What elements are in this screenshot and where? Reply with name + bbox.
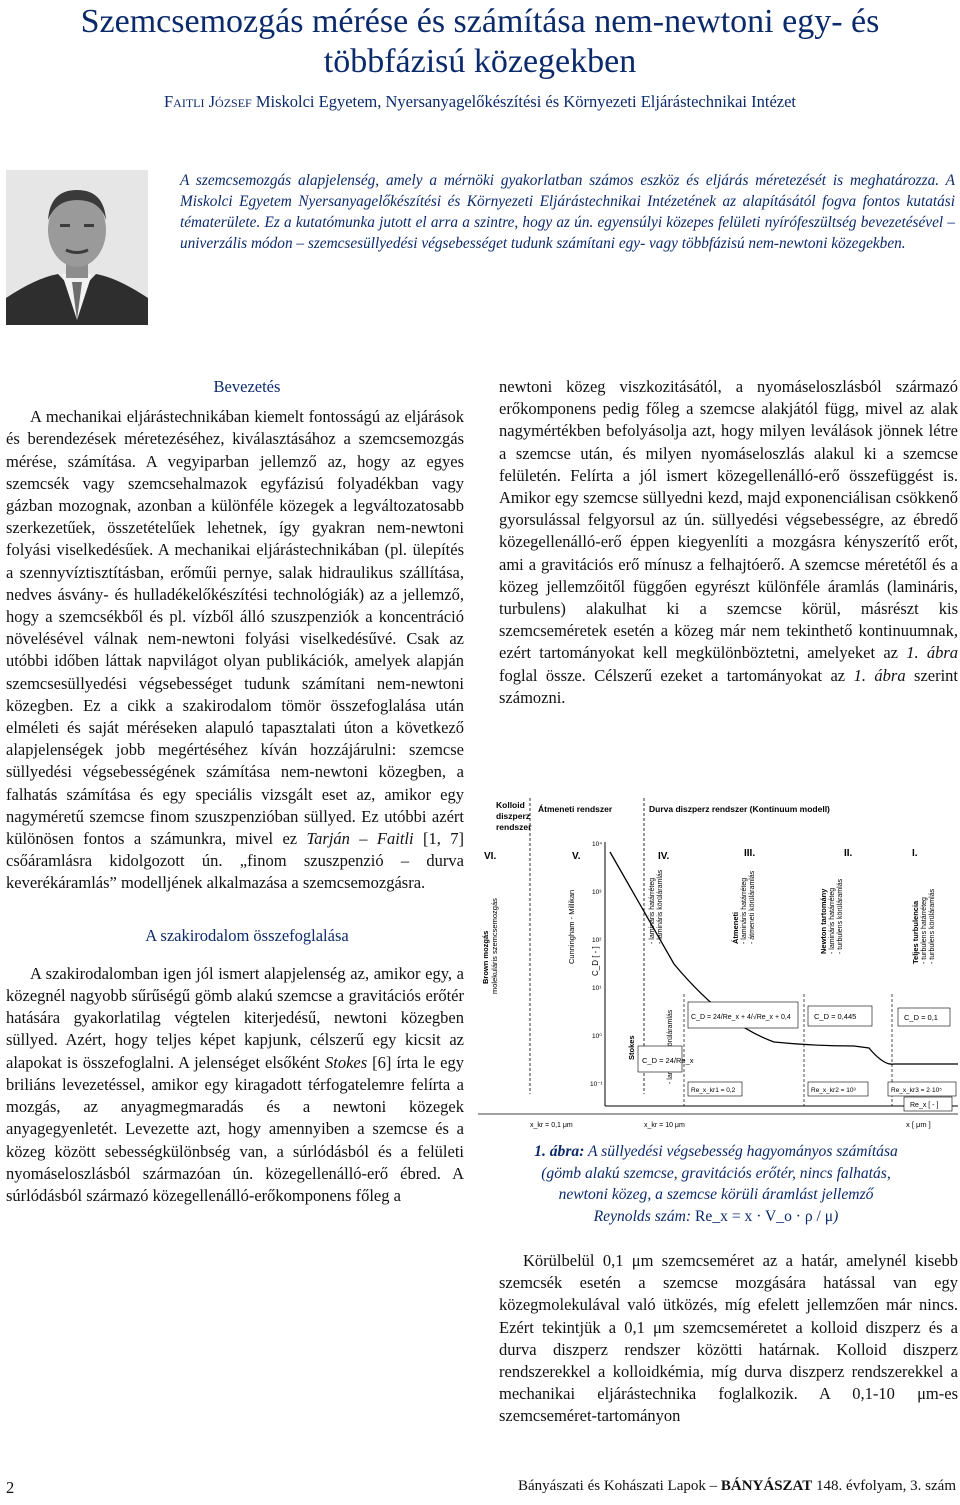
figure-ref-1: 1. ábra bbox=[906, 643, 958, 663]
hdr-kolloid-2: diszperz bbox=[496, 811, 531, 821]
label-turb-4: - turbulens körüláramlás bbox=[929, 888, 936, 964]
formula-transition: C_D = 24/Re_x + 4/√Re_x + 0,4 bbox=[691, 1014, 791, 1021]
right-bottom-paragraph: Körülbelül 0,1 μm szemcseméret az a határ, amelynél kisebb szemcsék esetén a szemcse mozgására hatással van egy közegmolekulával való ütközés, míg efelett jellemzően már nincs. Ezért tekintjük a 0,1 μm szemcseméretet a kolloid diszperz és a durva diszperz rendszer közötti határnak. Kolloid diszperz rendszerekkel a kolloidkémia, míg durva diszperz rendszerekkel a mechanikai eljárástechnika foglalkozik. A 0,1-10 μm-es szemcseméret-tartományon bbox=[499, 1251, 958, 1426]
caption-line-3: newtoni közeg, a szemcse körüli áramlást jellemző bbox=[558, 1186, 874, 1203]
y-tick-1: 10⁴ bbox=[592, 841, 603, 848]
y-tick-6: 10⁻¹ bbox=[590, 1081, 603, 1088]
label-lam-4: - lamináris határréteg bbox=[829, 887, 836, 954]
page-title bbox=[20, 2, 940, 82]
intro-paragraph bbox=[6, 406, 464, 894]
y-tick-5: 10⁰ bbox=[592, 1033, 602, 1040]
intro-text-b: [1, 7] csőáramlásra kidolgozott ún. „finom szuszpenzió – durva keverékáramlás” modelljének alkalmazása a szemcsemozgásra. bbox=[6, 829, 464, 893]
caption-title: A süllyedési végsebesség hagyományos számítása bbox=[584, 1143, 898, 1160]
journal-issue: 148. évfolyam, 3. szám bbox=[812, 1478, 956, 1494]
hdr-durva: Durva diszperz rendszer (Kontinuum modell) bbox=[649, 804, 830, 814]
figure-caption bbox=[486, 1141, 946, 1227]
x-label-re: Re_x [ - ] bbox=[910, 1102, 939, 1109]
label-turb-2: - turbulens körüláramlás bbox=[837, 878, 844, 954]
region-v: V. bbox=[572, 851, 581, 862]
right-column-bottom bbox=[499, 1250, 958, 1428]
page-number: 2 bbox=[6, 1478, 15, 1497]
journal-footer bbox=[518, 1478, 956, 1495]
label-newton: Newton tartomány bbox=[819, 888, 828, 954]
label-teljes: Teljes turbulencia bbox=[911, 900, 920, 964]
figure-ref-2: 1. ábra bbox=[853, 665, 906, 685]
label-turb-1: - átmeneti körüláramlás bbox=[749, 870, 756, 944]
label-lam-3: - lamináris határréteg bbox=[741, 877, 748, 944]
right-paragraph bbox=[499, 376, 958, 709]
label-brown-2: molekuláris szemcsemozgás bbox=[490, 898, 499, 994]
x-marker-1: x_kr = 0,1 μm bbox=[530, 1122, 573, 1129]
label-turb-3: - turbulens határréteg bbox=[921, 897, 928, 964]
author-name: Faitli József bbox=[163, 92, 252, 111]
label-lam-1: - lamináris határréteg bbox=[649, 877, 656, 944]
label-atmeneti: Átmeneti bbox=[731, 911, 740, 944]
caption-line-2: (gömb alakú szemcse, gravitációs erőtér, nincs falhatás, bbox=[541, 1164, 891, 1182]
literature-citation: Stokes bbox=[324, 1052, 368, 1072]
caption-line-4 bbox=[486, 1206, 946, 1228]
caption-label: 1. ábra: bbox=[534, 1143, 585, 1160]
formula-slip: C_D = 24/Re_x bbox=[642, 1056, 694, 1065]
region-ii: II. bbox=[844, 848, 853, 859]
formula-turb: C_D = 0,1 bbox=[904, 1013, 938, 1022]
re-marker-2: Re_x_kr2 = 10³ bbox=[811, 1087, 856, 1094]
intro-text-a: A mechanikai eljárástechnikában kiemelt fontosságú az eljárások és berendezések méretezéséhez, kiválasztásához a szemcsemozgás mérése, számítása. A vegyiparban jellemző az, hogy az egyes szemcsék vagy szemcsehalmazok egyfázisú folyadékban vagy gázban mozognak, azonban a különféle közegek a legváltozatosabb szerkezetűek, összetételűek lehetnek, így gyakran nem-newtoni folyási viselkedésűek. A mechanikai eljárástechnikában (pl. ülepítés a szennyvíztisztításban, erőműi pernye, salak hidraulikus szállítása, nedves ásvány- és hulladékelőkészítési technológiák) az a jellemző, hogy a szemcsékből és pl. vízből álló szuszpenziók a koncentráció növelésével válnak nem-newtoni folyási viselkedésűvé. Csak az utóbbi időben láttak napvilágot olyan publikációk, amelyek alapján szemcsesüllyedési végsebességet tudunk számítani nem-newtoni közegben. Ez a cikk a szakirodalom tömör összefoglalása után elméleti és saját méréseken alapuló tapasztalati úton a következő alapjelenségek jobb megértéséhez kíván hozzájárulni: szemcse süllyedési végsebességének számítása nem-newtoni közegben, a falhatás számítása és egy speciális vizsgált eset az, amikor egy nagyméretű szemcse finom szuszpenzióban süllyed. Ez utóbbi azért különösen fontos a számunkra, mivel ez bbox=[6, 407, 464, 849]
hdr-kolloid-1: Kolloid bbox=[496, 800, 525, 810]
caption-line-1 bbox=[486, 1141, 946, 1163]
caption-formula: Re_x = x · V_o · ρ / μ bbox=[695, 1207, 834, 1225]
abstract bbox=[180, 170, 955, 254]
label-brown: Brown mozgás bbox=[481, 930, 490, 984]
literature-paragraph bbox=[6, 963, 464, 1207]
literature-text-a: A szakirodalomban igen jól ismert alapjelenség az, amikor egy, a közegnél nagyobb sűrűségű gömb alakú szemcse a gravitációs erőtér hatására gyakorlatilag végtelen kiterjedésű, newtoni közegben süllyed. Azért, hogy teljes képet kapjunk, célszerű egy kicsit az alapokat is összefoglalni. A jelenséget elsőként bbox=[6, 963, 464, 1072]
right-text-b: foglal össze. Célszerű ezeket a tartományokat az bbox=[499, 665, 854, 685]
re-marker-1: Re_x_kr1 = 0,2 bbox=[691, 1087, 736, 1094]
x-marker-2: x_kr = 10 μm bbox=[644, 1122, 685, 1129]
byline bbox=[20, 92, 940, 112]
label-stokes: Stokes bbox=[627, 1035, 636, 1060]
journal-name: Bányászati és Kohászati Lapok – bbox=[518, 1478, 721, 1494]
formula-newton: C_D = 0,445 bbox=[814, 1012, 857, 1021]
hdr-atmeneti: Átmeneti rendszer bbox=[538, 804, 613, 814]
y-tick-2: 10³ bbox=[592, 889, 602, 896]
figure-1-chart bbox=[474, 794, 959, 1134]
re-marker-3: Re_x_kr3 = 2·10⁵ bbox=[891, 1087, 942, 1094]
intro-citation: Tarján – Faitli bbox=[306, 829, 414, 849]
literature-text-b: [6] írta le egy briliáns levezetéssel, amikor egy kiragadott térfogatelemre felírta a mozgás, az anyagmegmaradás és a newtoni közegek anyagegyenletét. Levezette azt, hogy amennyiben a szemcse és a közeg között sebességkülönbség van, a súrlódásból és a felületi nyomáseloszlásból származóan ún. közegellenálló-erő ébred. A súrlódásból származó közegellenálló-erőkomponens főleg a bbox=[6, 1052, 464, 1205]
affiliation: Miskolci Egyetem, Nyersanyagelőkészítési és Környezeti Eljárástechnikai Intézet bbox=[255, 92, 797, 111]
caption-close: ) bbox=[833, 1207, 839, 1225]
right-column-top bbox=[499, 376, 958, 709]
y-tick-4: 10¹ bbox=[592, 985, 602, 992]
region-vi: VI. bbox=[484, 851, 497, 862]
left-column bbox=[6, 376, 464, 1207]
hdr-kolloid-3: rendszer bbox=[496, 822, 532, 832]
title-line-1: Szemcsemozgás mérése és számítása nem-newtoni egy- és bbox=[80, 3, 880, 40]
y-tick-3: 10² bbox=[592, 937, 602, 944]
right-text-a: newtoni közeg viszkozitásától, a nyomáseloszlásból származó erőkomponens pedig főleg a szemcse alakjától függ, mivel az alak nagymértékben befolyásolja azt, hogy milyen leválások jönnek létre a szemcse után, és milyen nyomáseloszlás alakul ki a szemcse felületén. Felírta a jól ismert közegellenálló-erő összefüggést is. Amikor egy szemcse süllyedni kezd, majd exponenciálisan csökkenő gyorsulással felgyorsul az ún. süllyedési végsebességre, az ébredő közegellenálló-erő éppen kiegyenlíti a mozgásra kényszerítő erőt, ami a gravitációs erő mínusz a felhajtóerő. A szemcse méretétől és a közeg jellemzőitől függően egyrészt különféle áramlás (lamináris, turbulens) alakulhat ki a szemcse körül, másrészt kis szemcseméretek esetén a közeg már nem tekinthető kontinuumnak, ezért tartományokat kell megkülönböztetni, amelyeket az bbox=[499, 377, 958, 663]
region-i: I. bbox=[912, 848, 918, 859]
caption-reynolds: Reynolds szám: bbox=[593, 1207, 692, 1225]
region-iv: IV. bbox=[658, 851, 670, 862]
section-heading-szakirodalom: A szakirodalom összefoglalása bbox=[145, 925, 349, 945]
section-heading-bevezetes: Bevezetés bbox=[213, 377, 281, 396]
right-text-c: szerint számozni. bbox=[499, 665, 959, 707]
x-axis-size: x [ μm ] bbox=[906, 1120, 931, 1129]
y-axis-label: C_D [ - ] bbox=[591, 946, 600, 976]
abstract-text: A szemcsemozgás alapjelenség, amely a mérnöki gyakorlatban számos eszköz és eljárás méretezését is meghatározza. A Miskolci Egyetem Nyersanyagelőkészítési és Környezeti Eljárástechnikai Intézetének az alapításától fogva fontos kutatási tématerülete. Ez a kutatómunka jutott el arra a szintre, hogy az ún. egyensúlyi közepes felületi nyírófeszültség bevezetésével – univerzális módon – szemcsesüllyedési végsebességet tudunk számítani egy- vagy többfázisú nem-newtoni közegekben. bbox=[180, 172, 955, 252]
title-line-2: többfázisú közegekben bbox=[323, 43, 637, 80]
journal-section: BÁNYÁSZAT bbox=[720, 1478, 813, 1494]
region-iii: III. bbox=[744, 848, 756, 859]
author-photo bbox=[6, 170, 148, 325]
label-lam-2: - lamináris körüláramlás bbox=[657, 869, 664, 944]
label-cunningham: Cunningham - Millikan bbox=[567, 889, 576, 964]
